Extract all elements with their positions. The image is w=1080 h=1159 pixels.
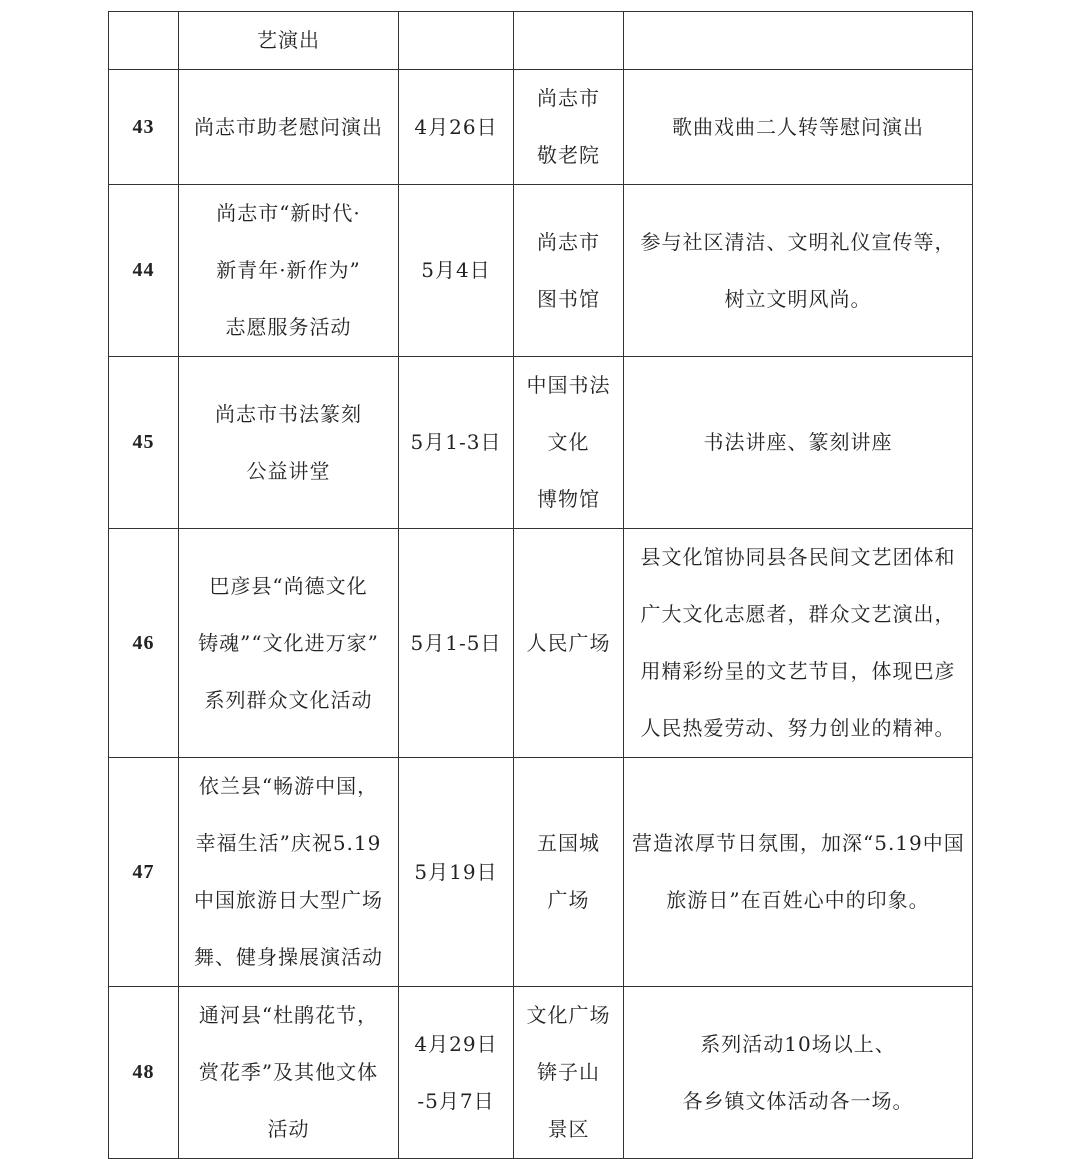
activity-name [179,70,399,185]
activity-venue-line: 广场 [547,888,590,912]
activity-date [399,357,514,529]
activity-content [624,185,973,357]
activity-name-line: 艺演出 [257,28,320,52]
activity-content [624,12,973,70]
activity-venue-line: 尚志市 [537,229,600,254]
activity-date [399,987,514,1159]
table-row [109,70,973,185]
activity-venue-line: 文化 [547,430,590,454]
activity-content-line: 系列活动10场以上、 [700,1031,896,1056]
activity-venue [514,758,624,987]
row-number: 43 [109,70,179,185]
activity-venue-line: 敬老院 [537,143,600,167]
activity-content-line: 各乡镇文体活动各一场。 [682,1088,914,1113]
activity-name-line: 赏花季”及其他文体 [198,1060,379,1084]
activity-name-line: 巴彦县“尚德文化 [209,573,368,598]
activity-name [179,758,399,987]
row-number [109,12,179,70]
activity-name-line: 通河县“杜鹃花节， [198,1003,379,1027]
table-row [109,357,973,529]
activity-date-line: 5月1-3日 [410,430,502,454]
activity-date-line: 5月4日 [421,258,491,282]
activity-venue-line: 人民广场 [526,630,611,655]
table-row [109,758,973,987]
activity-content-line: 参与社区清洁、文明礼仪宣传等， [640,229,956,254]
activity-date [399,185,514,357]
activity-content-line: 广大文化志愿者，群众文艺演出， [640,602,956,626]
activity-venue-line: 文化广场 [526,1003,611,1027]
activity-name-line: 依兰县“畅游中国， [198,774,379,798]
table-row [109,185,973,357]
activity-content [624,357,973,529]
activity-venue [514,185,624,357]
activity-date [399,12,514,70]
activity-venue-line: 锛子山 [537,1060,600,1084]
activity-date-line: 4月29日 [414,1031,498,1056]
activity-venue-line: 尚志市 [537,86,600,110]
activity-content-line: 歌曲戏曲二人转等慰问演出 [672,114,924,139]
activity-venue [514,70,624,185]
activity-content-line: 树立文明风尚。 [724,286,872,311]
activity-date [399,529,514,758]
row-number: 47 [109,758,179,987]
activity-name [179,357,399,529]
activity-content [624,758,973,987]
activity-name-line: 新青年·新作为” [216,258,361,282]
activity-content-line: 书法讲座、篆刻讲座 [703,430,893,454]
activity-date-line: 5月19日 [414,859,498,884]
activity-name-line: 铸魂”“文化进万家” [198,630,379,655]
activity-name-line: 公益讲堂 [246,458,331,483]
row-number: 44 [109,185,179,357]
activity-date-line: 4月26日 [414,114,498,139]
activity-name-line: 尚志市“新时代· [216,201,361,225]
events-table [108,11,973,1159]
activity-content [624,987,973,1159]
row-number: 46 [109,529,179,758]
row-number: 48 [109,987,179,1159]
activity-content [624,70,973,185]
activity-date [399,70,514,185]
activity-name-line: 活动 [267,1117,310,1141]
activity-name [179,12,399,70]
table-row [109,12,973,70]
activity-venue-line: 五国城 [537,831,600,855]
activity-venue [514,987,624,1159]
activity-name-line: 幸福生活”庆祝5.19 [195,831,382,855]
activity-name-line: 尚志市助老慰问演出 [194,114,383,139]
activity-name [179,185,399,357]
activity-content-line: 县文化馆协同县各民间文艺团体和 [640,545,956,569]
activity-venue [514,357,624,529]
activity-name [179,529,399,758]
activity-venue-line: 博物馆 [537,487,600,511]
activity-content-line: 旅游日”在百姓心中的印象。 [666,888,930,912]
row-number: 45 [109,357,179,529]
activity-content-line: 用精彩纷呈的文艺节目，体现巴彦 [640,659,956,683]
events-table-body [109,12,973,1159]
activity-name-line: 志愿服务活动 [225,315,352,339]
activity-content [624,529,973,758]
table-row [109,529,973,758]
activity-date-line: 5月1-5日 [410,630,502,655]
activity-content-line: 人民热爱劳动、努力创业的精神。 [640,716,956,740]
activity-name [179,987,399,1159]
activity-date-line: -5月7日 [417,1088,495,1113]
activity-venue-line: 景区 [547,1117,590,1141]
activity-name-line: 中国旅游日大型广场 [194,888,383,912]
activity-name-line: 舞、健身操展演活动 [194,945,383,969]
table-row [109,987,973,1159]
activity-venue-line: 图书馆 [537,286,600,311]
activity-name-line: 尚志市书法篆刻 [215,401,362,426]
activity-venue [514,529,624,758]
activity-content-line: 营造浓厚节日氛围，加深“5.19中国 [632,831,965,855]
activity-venue [514,12,624,70]
activity-name-line: 系列群众文化活动 [204,687,373,712]
activity-date [399,758,514,987]
activity-venue-line: 中国书法 [526,373,611,397]
